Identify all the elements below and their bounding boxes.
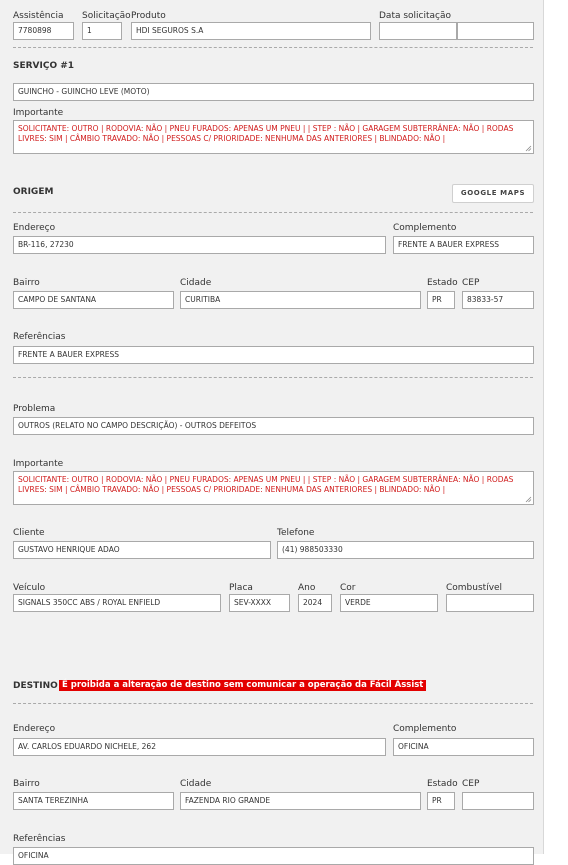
problema-input[interactable]: OUTROS (RELATO NO CAMPO DESCRIÇÃO) - OUTROS DEFEITOS [13, 417, 534, 435]
origem-cep-label: CEP [462, 278, 480, 288]
cliente-input[interactable]: GUSTAVO HENRIQUE ADAO [13, 541, 271, 559]
placa-label: Placa [229, 583, 253, 593]
combustivel-label: Combustível [446, 583, 503, 593]
destino-referencias-label: Referências [13, 834, 66, 844]
servico-input[interactable]: GUINCHO - GUINCHO LEVE (MOTO) [13, 83, 534, 101]
destino-referencias-input[interactable]: OFICINA [13, 847, 534, 865]
veiculo-label: Veículo [13, 583, 46, 593]
origem-endereco-input[interactable]: BR-116, 27230 [13, 236, 386, 254]
solicitacao-label: Solicitação [82, 11, 131, 21]
ano-input[interactable]: 2024 [298, 594, 332, 612]
problema-importante-label: Importante [13, 459, 64, 469]
destino-warning-badge: É proibida a alteração de destino sem comunicar a operação da Fácil Assist [59, 680, 426, 691]
origem-estado-label: Estado [427, 278, 458, 288]
origem-referencias-input[interactable]: FRENTE A BAUER EXPRESS [13, 346, 534, 364]
hora-solicitacao-input[interactable] [457, 22, 534, 40]
telefone-input[interactable]: (41) 988503330 [277, 541, 534, 559]
origem-estado-input[interactable]: PR [427, 291, 455, 309]
google-maps-button[interactable]: GOOGLE MAPS [452, 184, 534, 203]
telefone-label: Telefone [277, 528, 315, 538]
divider [13, 377, 533, 378]
destino-complemento-label: Complemento [393, 724, 457, 734]
destino-cidade-input[interactable]: FAZENDA RIO GRANDE [180, 792, 421, 810]
destino-estado-input[interactable]: PR [427, 792, 455, 810]
origem-bairro-input[interactable]: CAMPO DE SANTANA [13, 291, 174, 309]
veiculo-input[interactable]: SIGNALS 350CC ABS / ROYAL ENFIELD [13, 594, 221, 612]
destino-bairro-label: Bairro [13, 779, 40, 789]
placa-input[interactable]: SEV-XXXX [229, 594, 290, 612]
produto-label: Produto [131, 11, 166, 21]
problema-label: Problema [13, 404, 56, 414]
divider [13, 212, 533, 213]
destino-cep-label: CEP [462, 779, 480, 789]
origem-complemento-input[interactable]: FRENTE A BAUER EXPRESS [393, 236, 534, 254]
origem-referencias-label: Referências [13, 332, 66, 342]
divider [13, 703, 533, 704]
combustivel-input[interactable] [446, 594, 534, 612]
servico-importante-text: SOLICITANTE: OUTRO | RODOVIA: NÃO | PNEU FURADOS: APENAS UM PNEU | | STEP : NÃO | GARAGEM SUBTERRÂNEA: NÃO | RODAS LIVRES: SIM | CÂMBIO TRAVADO: NÃO | PESSOAS C/ PRIORIDADE: NENHUMA DAS ANTERIORES | BLINDADO: NÃO | [18, 124, 514, 143]
destino-title: DESTINO [13, 681, 58, 691]
origem-cep-input[interactable]: 83833-57 [462, 291, 534, 309]
cor-input[interactable]: VERDE [340, 594, 438, 612]
problema-importante-text: SOLICITANTE: OUTRO | RODOVIA: NÃO | PNEU FURADOS: APENAS UM PNEU | | STEP : NÃO | GARAGEM SUBTERRÂNEA: NÃO | RODAS LIVRES: SIM | CÂMBIO TRAVADO: NÃO | PESSOAS C/ PRIORIDADE: NENHUMA DAS ANTERIORES | BLINDADO: NÃO | [18, 475, 514, 494]
servico-importante-textarea[interactable] [13, 120, 534, 154]
ano-label: Ano [298, 583, 316, 593]
origem-cidade-input[interactable]: CURITIBA [180, 291, 421, 309]
destino-cep-input[interactable] [462, 792, 534, 810]
servico-title: SERVIÇO #1 [13, 61, 75, 71]
data-solicitacao-label: Data solicitação [379, 11, 452, 21]
origem-bairro-label: Bairro [13, 278, 40, 288]
destino-cidade-label: Cidade [180, 779, 212, 789]
solicitacao-input[interactable]: 1 [82, 22, 122, 40]
servico-importante-label: Importante [13, 108, 64, 118]
origem-cidade-label: Cidade [180, 278, 212, 288]
cliente-label: Cliente [13, 528, 45, 538]
cor-label: Cor [340, 583, 356, 593]
destino-endereco-input[interactable]: AV. CARLOS EDUARDO NICHELE, 262 [13, 738, 386, 756]
origem-complemento-label: Complemento [393, 223, 457, 233]
destino-complemento-input[interactable]: OFICINA [393, 738, 534, 756]
data-solicitacao-input[interactable] [379, 22, 457, 40]
divider [13, 47, 533, 48]
assistencia-input[interactable]: 7780898 [13, 22, 74, 40]
produto-input[interactable]: HDI SEGUROS S.A [131, 22, 371, 40]
problema-importante-textarea[interactable] [13, 471, 534, 505]
destino-bairro-input[interactable]: SANTA TEREZINHA [13, 792, 174, 810]
origem-title: ORIGEM [13, 187, 54, 197]
assistencia-label: Assistência [13, 11, 64, 21]
origem-endereco-label: Endereço [13, 223, 56, 233]
resize-grip-icon[interactable] [525, 496, 532, 503]
resize-grip-icon[interactable] [525, 145, 532, 152]
destino-endereco-label: Endereço [13, 724, 56, 734]
destino-estado-label: Estado [427, 779, 458, 789]
